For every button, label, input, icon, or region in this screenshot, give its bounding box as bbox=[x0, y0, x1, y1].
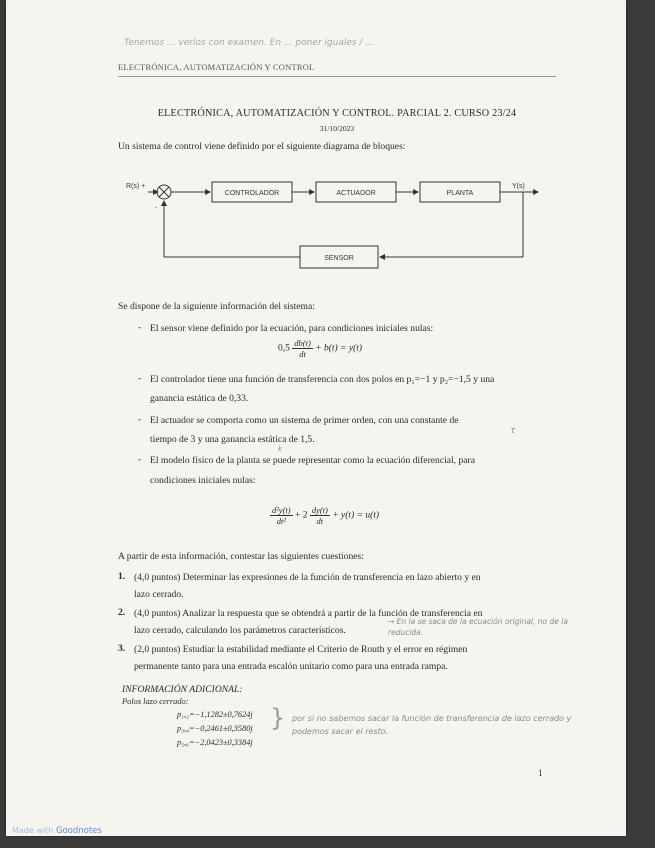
handwritten-tau: τ bbox=[510, 426, 516, 436]
bullet-dash: - bbox=[138, 454, 142, 465]
input-label: R(s) + bbox=[126, 183, 146, 190]
q3-line2: permanente tanto para una entrada escalón unitario como para una entrada rampa. bbox=[134, 661, 448, 672]
intro-text: Un sistema de control viene definido por el siguiente diagrama de bloques: bbox=[118, 141, 406, 152]
eq2-frac1: $\frac{\text{d²y(t)}}{\text{dt²}}$ bbox=[272, 505, 291, 526]
eq1-coef: 0,5 bbox=[278, 343, 290, 354]
bullet-plant-l2: condiciones iniciales nulas: bbox=[150, 475, 256, 486]
controller-label: CONTROLADOR bbox=[224, 190, 280, 197]
header-divider bbox=[118, 76, 556, 77]
eq2-plus: + 2 bbox=[294, 510, 308, 521]
pole-pair-1: p₁,₂=−1,1282±0,7624j bbox=[177, 710, 253, 719]
exam-title: ELECTRÓNICA, AUTOMATIZACIÓN Y CONTROL. PARCIAL 2. CURSO 23/24 bbox=[157, 108, 517, 119]
bullet-controller-l2: ganancia estática de 0,33. bbox=[150, 393, 249, 404]
eq1-rest: + b(t) = y(t) bbox=[315, 343, 363, 354]
q2-line2: lazo cerrado, calculando los parámetros característicos. bbox=[134, 625, 346, 636]
questions-intro: A partir de esta información, contestar las siguientes cuestiones: bbox=[118, 551, 364, 562]
bullet-dash: - bbox=[138, 414, 142, 425]
q3-line1: (2,0 puntos) Estudiar la estabilidad mediante el Criterio de Routh y el error en régimen bbox=[134, 644, 468, 655]
bullet-dash: - bbox=[138, 322, 142, 333]
q2-line1: (4,0 puntos) Analizar la respuesta que se obtendrá a partir de la función de transferencia en bbox=[134, 608, 483, 619]
actuator-label: ACTUADOR bbox=[336, 190, 376, 197]
sensor-equation bbox=[278, 338, 362, 359]
page-number: 1 bbox=[538, 768, 543, 778]
handwritten-brace: } bbox=[270, 704, 286, 732]
additional-info-subheading: Polos lazo cerrado: bbox=[122, 697, 189, 706]
pole-pair-2: p₃,₄=−0,2461±0,3580j bbox=[177, 724, 253, 733]
eq2-frac2: $\frac{dy(t)}{dt}$ bbox=[311, 505, 328, 526]
bullet-actuator-l2: tiempo de 3 y una ganancia estática de 1,5. bbox=[150, 434, 315, 445]
goodnotes-logo: Made with Goodnotes bbox=[12, 826, 102, 836]
q1-line1: (4,0 puntos) Determinar las expresiones de la función de transferencia en lazo abierto y en bbox=[134, 572, 481, 583]
plant-equation bbox=[270, 505, 379, 526]
q2-handwritten-note: → En la se saca de la ecuación original, no de la reducida. bbox=[388, 617, 568, 637]
minus-sign: - bbox=[155, 205, 158, 212]
q2-number: 2. bbox=[118, 607, 126, 618]
q1-line2: lazo cerrado. bbox=[134, 589, 184, 600]
handwritten-top-note: Tenemos ... verlos con examen. En ... poner iguales / ... bbox=[124, 38, 374, 48]
additional-handwritten-note: por si no sabemos sacar la función de transferencia de lazo cerrado y podemos sacar el resto. bbox=[292, 714, 572, 736]
bullet-actuator-l1: El actuador se comporta como un sistema de primer orden, con una constante de bbox=[150, 415, 459, 426]
q3-number: 3. bbox=[118, 643, 126, 654]
bullet-sensor: El sensor viene definido por la ecuación, para condiciones iniciales nulas: bbox=[150, 323, 434, 334]
plant-label: PLANTA bbox=[446, 190, 474, 197]
pole-pair-3: p₅,₆=−2,0423±0,3384j bbox=[177, 738, 253, 747]
eq1-fraction: $\frac{db(t)}{dt}$ bbox=[294, 338, 311, 359]
bullet-plant-l1: El modelo físico de la planta se puede representar como la ecuación diferencial, para bbox=[150, 455, 475, 466]
eq2-rest: + y(t) = u(t) bbox=[332, 510, 380, 521]
output-label: Y(s) bbox=[512, 183, 525, 190]
bullet-dash: - bbox=[138, 373, 142, 384]
sensor-label: SENSOR bbox=[324, 255, 354, 262]
info-intro: Se dispone de la siguiente información del sistema: bbox=[118, 301, 315, 312]
running-header: ELECTRÓNICA, AUTOMATIZACIÓN Y CONTROL bbox=[118, 62, 315, 72]
exam-date: 31/10/2023 bbox=[319, 124, 355, 133]
handwritten-k: k bbox=[278, 445, 283, 453]
bullet-controller-l1: El controlador tiene una función de transferencia con dos polos en p₁=−1 y p₂=−1,5 y una bbox=[150, 374, 495, 385]
q1-number: 1. bbox=[118, 571, 126, 582]
exam-page bbox=[6, 0, 626, 836]
block-diagram bbox=[118, 170, 558, 280]
additional-info-heading: INFORMACIÓN ADICIONAL: bbox=[122, 684, 243, 695]
